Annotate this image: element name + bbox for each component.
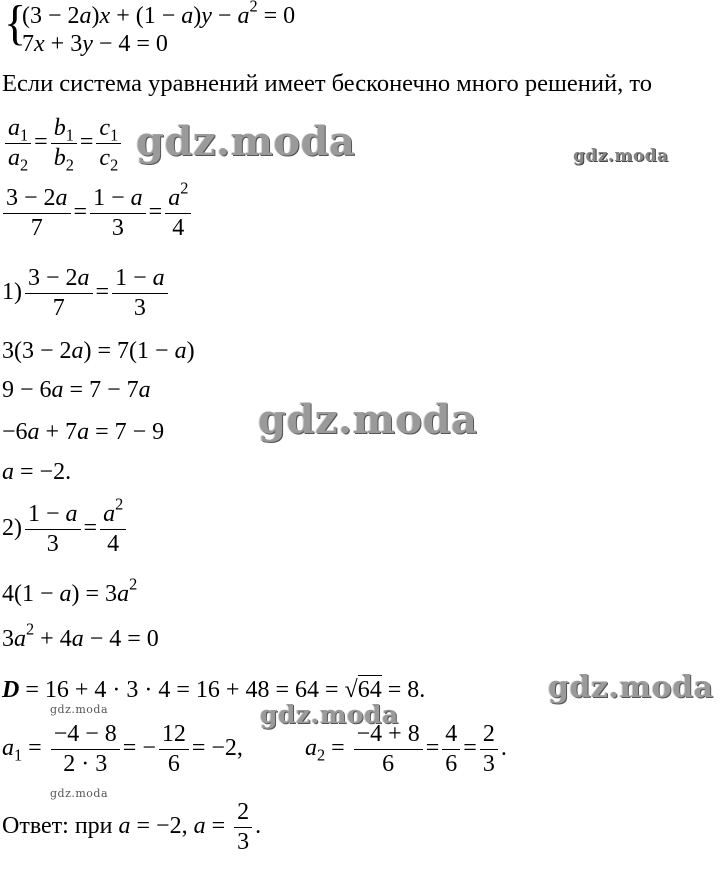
case1-step1: 3(3 − 2a) = 7(1 − a) <box>2 338 195 364</box>
ratio-applied: $\frac{3 - 2a}{7}$ = $\frac{1 - a}{3}$ = $\frac{a^2}{4}$ <box>0 186 194 241</box>
case1-equation: 1) $\frac{3 - 2a}{7}$ = $\frac{1 - a}{3}$ <box>2 266 171 321</box>
case2-step2: $3a^2 + 4a - 4 = 0$ <box>2 619 159 652</box>
watermark-logo: gdz.moda <box>573 146 669 166</box>
case2-label: 2) <box>2 515 22 542</box>
watermark-logo: gdz.moda <box>136 118 356 165</box>
case1-result: a = −2. <box>2 459 72 485</box>
watermark-logo: gdz.moda <box>258 396 478 443</box>
case2-roots <box>2 722 507 777</box>
root2: $a_2$ = $\frac{-4 + 8}{6}$ = $\frac{4}{6}$ = $\frac{2}{3}$ . <box>304 721 507 778</box>
system-equation-2: 7x + 3y − 4 = 0 <box>22 31 168 57</box>
system-brace: { <box>4 0 27 50</box>
case2-discriminant: D = 16 + 4 · 3 · 4 = 16 + 48 = 64 = √64 = 8. <box>2 677 426 703</box>
root1: $a_1$ = $\frac{-4 - 8}{2 \cdot 3}$ = − $\frac{12}{6}$ = −2, <box>2 721 243 778</box>
watermark-logo: gdz.moda <box>50 787 109 800</box>
case1-step3: −6a + 7a = 7 − 9 <box>2 419 165 445</box>
answer: Ответ: при a = −2, a = $\frac{2}{3}$ . <box>2 799 262 856</box>
watermark-logo: gdz.moda <box>548 670 714 705</box>
ratio-rule: $\frac{a_1}{a_2}$ = $\frac{b_1}{b_2}$ = $\frac{c_1}{c_2}$ <box>2 116 124 171</box>
case2-step1: $4(1 - a) = 3a^2$ <box>2 574 138 607</box>
answer-label: Ответ: <box>2 813 69 840</box>
case2-equation: 2) $\frac{1 - a}{3}$ = $\frac{a^2}{4}$ <box>2 502 129 557</box>
case1-step2: 9 − 6a = 7 − 7a <box>2 377 151 403</box>
condition-text: Если система уравнений имеет бесконечно много решений, то <box>2 70 653 97</box>
watermark-logo: gdz.moda <box>260 700 399 729</box>
watermark-logo: gdz.moda <box>50 703 109 716</box>
equation-system <box>0 0 296 62</box>
case1-label: 1) <box>2 279 22 306</box>
system-equation-1: $(3 - 2a)x + (1 - a)y - a^2 = 0$ <box>22 0 296 29</box>
